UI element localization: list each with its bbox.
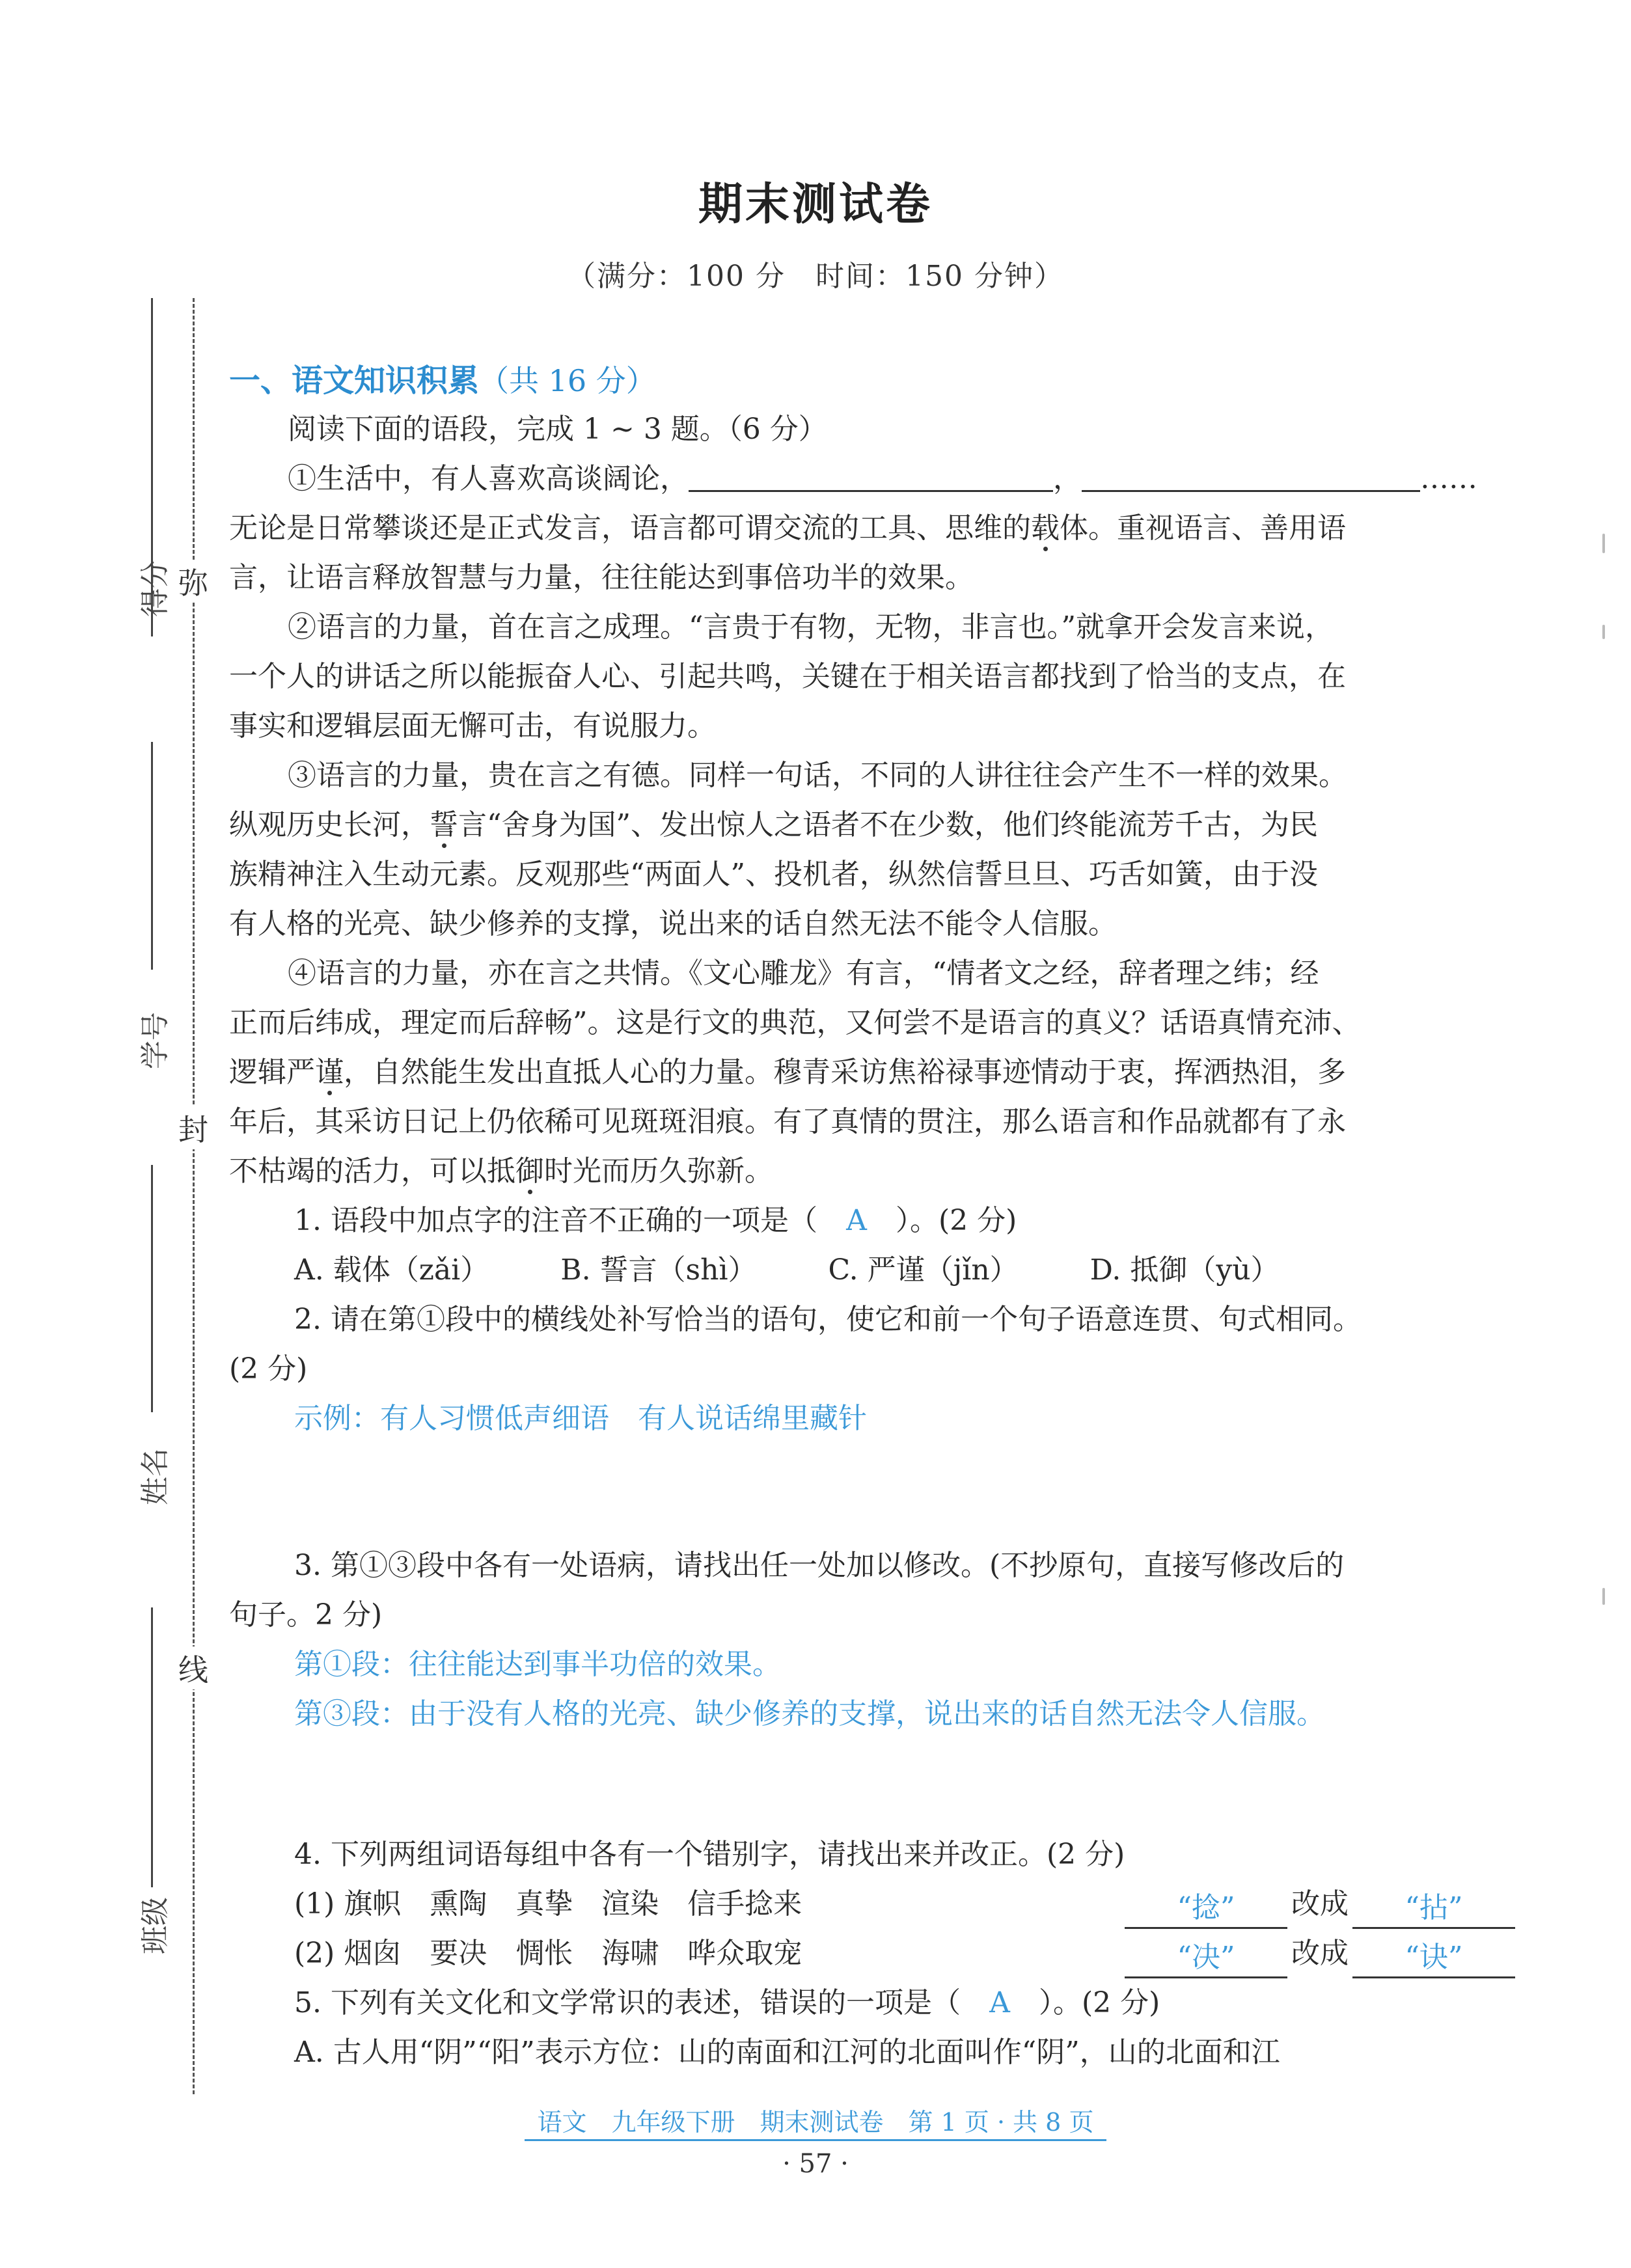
margin-line xyxy=(151,1165,153,1412)
question-2-stem: 2. 请在第①段中的横线处补写恰当的语句，使它和前一个句子语意连贯、句式相同。 xyxy=(294,1303,1362,1336)
dotted-char: 誓 xyxy=(430,808,458,841)
section-heading: 一、语文知识积累（共 16 分） xyxy=(229,362,656,399)
page-number: · 57 · xyxy=(782,2149,849,2179)
passage-line: 纵观历史长河，誓言“舍身为国”、发出惊人之语者不在少数，他们终能流芳千古，为民 xyxy=(229,808,1318,841)
seal-char: 线 xyxy=(177,1646,210,1689)
passage-line: 有人格的光亮、缺少修养的支撑，说出来的话自然无法不能令人信服。 xyxy=(229,907,1117,940)
fill-blank[interactable] xyxy=(689,460,1053,492)
passage-line: 无论是日常攀谈还是正式发言，语言都可谓交流的工具、思维的载体。重视语言、善用语 xyxy=(229,512,1346,545)
passage-line: 族精神注入生动元素。反观那些“两面人”、投机者，纵然信誓旦旦、巧舌如簧，由于没 xyxy=(229,858,1318,891)
scan-mark xyxy=(1602,625,1605,639)
passage-line: 事实和逻辑层面无懈可击，有说服力。 xyxy=(229,709,716,743)
question-2-answer: 示例：有人习惯低声细语 有人说话绵里藏针 xyxy=(294,1402,867,1435)
passage-line: 不枯竭的活力，可以抵御时光而历久弥新。 xyxy=(229,1154,773,1188)
dotted-char: 御 xyxy=(515,1154,544,1188)
question-5-option-a: A. 古人用“阴”“阳”表示方位：山的南面和江河的北面叫作“阴”，山的北面和江 xyxy=(294,2036,1280,2069)
margin-label-student-id: 学号 xyxy=(139,1012,172,1069)
margin-line xyxy=(151,1607,153,1887)
answer-space xyxy=(229,1443,1515,1541)
fill-blank[interactable] xyxy=(1082,460,1420,492)
margin-line xyxy=(151,742,153,970)
option-c: C. 严谨（jǐn） xyxy=(828,1253,1019,1287)
passage-line: 言，让语言释放智慧与力量，往往能达到事倍功半的效果。 xyxy=(229,561,974,594)
passage-line: ①生活中，有人喜欢高谈阔论， ， …… xyxy=(229,454,1515,504)
exam-content xyxy=(229,357,1515,2077)
page-footer: 语文 九年级下册 期末测试卷 第 1 页 · 共 8 页 xyxy=(0,2102,1631,2138)
scan-mark xyxy=(1602,534,1605,553)
question-1-options xyxy=(229,1246,1515,1295)
margin-label-score: 得分 xyxy=(139,560,172,617)
question-4-stem: 4. 下列两组词语每组中各有一个错别字，请找出来并改正。(2 分) xyxy=(294,1838,1125,1871)
margin-label-class: 班级 xyxy=(139,1897,172,1954)
wrong-char: “决” xyxy=(1125,1939,1287,1978)
passage-line: ②语言的力量，首在言之成理。“言贵于有物，无物，非言也。”就拿开会发言来说， xyxy=(288,610,1334,644)
question-5-stem: 5. 下列有关文化和文学常识的表述，错误的一项是（ A ）。(2 分) xyxy=(229,1978,1515,2028)
seal-char: 弥 xyxy=(177,560,210,603)
correct-char: “拈” xyxy=(1352,1889,1515,1929)
passage-line: 逻辑严谨，自然能生发出直抵人心的力量。穆青采访焦裕禄事迹情动于衷，挥洒热泪，多 xyxy=(229,1056,1346,1089)
reading-intro: 阅读下面的语段，完成 1 ~ 3 题。（6 分） xyxy=(288,413,827,446)
question-2-stem-cont: (2 分) xyxy=(229,1352,308,1386)
page-subtitle: （满分：100 分 时间：150 分钟） xyxy=(567,260,1064,293)
passage-line: 一个人的讲话之所以能振奋人心、引起共鸣，关键在于相关语言都找到了恰当的支点，在 xyxy=(229,660,1346,693)
dotted-char: 谨 xyxy=(315,1056,344,1089)
question-1-stem: 1. 语段中加点字的注音不正确的一项是（ A ）。(2 分) xyxy=(229,1196,1515,1246)
passage-line: 年后，其采访日记上仍依稀可见斑斑泪痕。有了真情的贯注，那么语言和作品就都有了永 xyxy=(229,1105,1346,1138)
answer-value: A xyxy=(846,1204,867,1237)
passage-line: ③语言的力量，贵在言之有德。同样一句话，不同的人讲往往会产生不一样的效果。 xyxy=(288,759,1347,792)
page-title: 期末测试卷 xyxy=(698,179,933,230)
option-a: A. 载体（zǎi） xyxy=(294,1253,489,1287)
question-3-stem-cont: 句子。2 分) xyxy=(229,1598,383,1632)
scan-mark xyxy=(1602,1588,1605,1605)
answer-space xyxy=(229,1739,1515,1830)
question-3-answer-1: 第①段：往往能达到事半功倍的效果。 xyxy=(294,1648,781,1681)
option-d: D. 抵御（yù） xyxy=(1090,1253,1280,1287)
wrong-char: “捻” xyxy=(1125,1889,1287,1929)
question-4-row-2: (2) 烟囱 要决 惆怅 海啸 哗众取宠 “决” 改成 “诀” xyxy=(229,1929,1515,1978)
option-b: B. 誓言（shì） xyxy=(560,1253,757,1287)
passage-line: ④语言的力量，亦在言之共情。《文心雕龙》有言，“情者文之经，辞者理之纬；经 xyxy=(288,957,1319,990)
seal-char: 封 xyxy=(177,1106,210,1149)
question-3-answer-2: 第③段：由于没有人格的光亮、缺少修养的支撑，说出来的话自然无法令人信服。 xyxy=(294,1697,1325,1730)
question-3-stem: 3. 第①③段中各有一处语病，请找出任一处加以修改。(不抄原句，直接写修改后的 xyxy=(294,1549,1345,1582)
margin-label-name: 姓名 xyxy=(139,1448,172,1505)
passage-line: 正而后纬成，理定而后辞畅”。这是行文的典范，又何尝不是语言的真义？话语真情充沛、 xyxy=(229,1006,1361,1039)
question-4-row-1: (1) 旗帜 熏陶 真挚 渲染 信手捻来 “捻” 改成 “拈” xyxy=(229,1879,1515,1929)
dotted-char: 载 xyxy=(1031,512,1060,545)
correct-char: “诀” xyxy=(1352,1939,1515,1978)
answer-value: A xyxy=(989,1986,1010,2019)
